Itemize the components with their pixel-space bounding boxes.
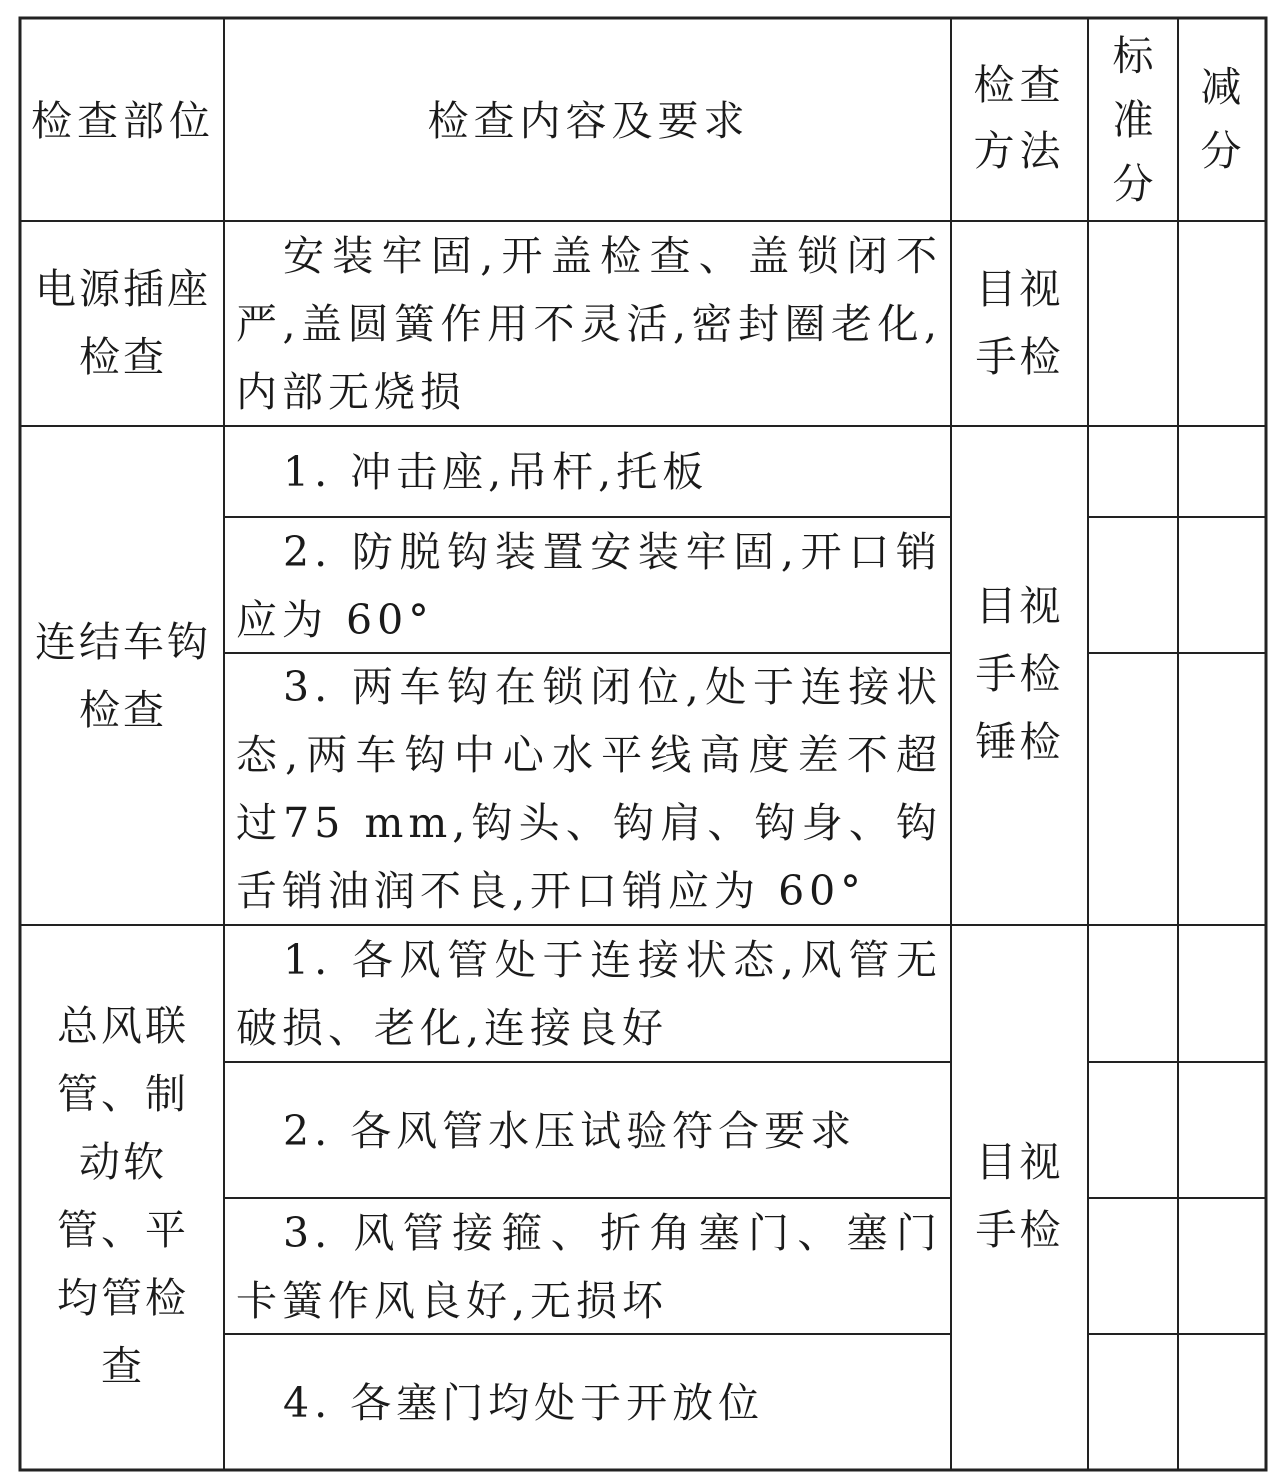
- header-standard-score: 标准分: [1112, 32, 1154, 208]
- section3-method: 目视手检: [975, 1138, 1064, 1254]
- section1-item-1: 安装牢固,开盖检查、盖锁闭不严,盖圆簧作用不灵活,密封圈老化,内部无烧损: [236, 232, 942, 416]
- section2-part: 连结车钩检查: [35, 618, 211, 734]
- section2-item-3: 3. 两车钩在锁闭位,处于连接状态,两车钩中心水平线高度差不超过75 mm,钩头、钩肩、钩身、钩舌销油润不良,开口销应为 60°: [236, 663, 942, 915]
- section3-item-4: 4. 各塞门均处于开放位: [283, 1378, 765, 1427]
- deduction-cell: [1180, 223, 1264, 424]
- section2-item-1: 1. 冲击座,吊杆,托板: [283, 448, 709, 496]
- section1-method: 目视手检: [975, 265, 1064, 381]
- section2-method: 目视手检锤检: [975, 582, 1064, 766]
- header-deduction: 减分: [1200, 63, 1242, 175]
- standard-score-cell: [1090, 223, 1176, 424]
- header-method: 检查方法: [973, 61, 1066, 175]
- header-part: 检查部位: [31, 96, 215, 145]
- section1-part: 电源插座检查: [35, 265, 211, 381]
- section3-part: 总风联管、制动软管、平均管检查: [57, 1002, 189, 1390]
- section3-item-2: 2. 各风管水压试验符合要求: [283, 1106, 857, 1155]
- section3-item-3: 3. 风管接箍、折角塞门、塞门卡簧作风良好,无损坏: [236, 1208, 942, 1325]
- header-content: 检查内容及要求: [427, 96, 750, 145]
- section2-item-2: 2. 防脱钩装置安装牢固,开口销应为 60°: [236, 527, 942, 644]
- section3-item-1: 1. 各风管处于连接状态,风管无破损、老化,连接良好: [236, 936, 942, 1052]
